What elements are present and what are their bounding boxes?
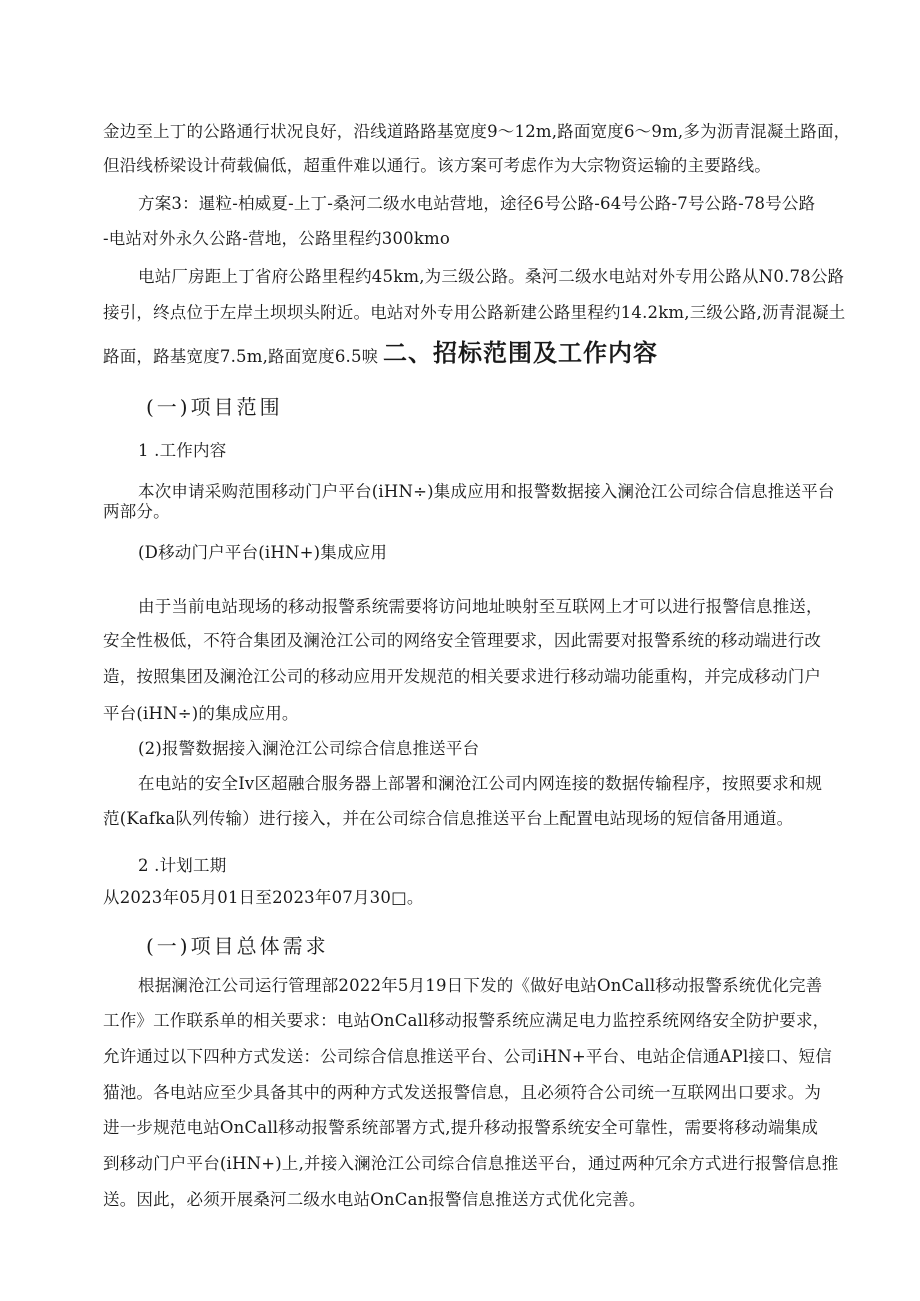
paragraph-line: 路面，路基宽度7.5m,路面宽度6.5唳 bbox=[103, 347, 379, 366]
paragraph-line: 电站厂房距上丁省府公路里程约45km,为三级公路。桑河二级水电站对外专用公路从N0.78公路 bbox=[138, 267, 845, 286]
paragraph-line: 送。因此，必须开展桑河二级水电站OnCan报警信息推送方式优化完善。 bbox=[103, 1190, 646, 1209]
item-heading: 1 .工作内容 bbox=[138, 441, 227, 460]
paragraph-line: 造，按照集团及澜沧江公司的移动应用开发规范的相关要求进行移动端功能重构，并完成移动门户 bbox=[103, 667, 822, 686]
item-heading: (2)报警数据接入澜沧江公司综合信息推送平台 bbox=[138, 739, 480, 758]
paragraph-line: 猫池。各电站应至少具备其中的两种方式发送报警信息，且必须符合公司统一互联网出口要求。为 bbox=[103, 1083, 822, 1102]
paragraph-line: 工作》工作联系单的相关要求：电站OnCall移动报警系统应满足电力监控系统网络安全防护要求， bbox=[103, 1011, 830, 1030]
item-heading: (D移动门户平台(iHN+)集成应用 bbox=[138, 543, 388, 562]
paragraph-line: 从2023年05月01日至2023年07月30□。 bbox=[103, 888, 424, 907]
paragraph-line: -电站对外永久公路-营地，公路里程约300kmo bbox=[103, 229, 451, 248]
paragraph-line: 范(Kafka队列传输）进行接入，并在公司综合信息推送平台上配置电站现场的短信备用通道。 bbox=[103, 809, 794, 828]
paragraph-line: 本次申请采购范围移动门户平台(iHN÷)集成应用和报警数据接入澜沧江公司综合信息推送平台 bbox=[138, 482, 835, 501]
paragraph-line: 允许通过以下四种方式发送：公司综合信息推送平台、公司iHN+平台、电站企信通APl接口、短信 bbox=[103, 1047, 832, 1066]
paragraph-line: 进一步规范电站OnCall移动报警系统部署方式,提升移动报警系统安全可靠性，需要将移动端集成 bbox=[103, 1118, 819, 1137]
paragraph-line: 安全性极低，不符合集团及澜沧江公司的网络安全管理要求，因此需要对报警系统的移动端进行改 bbox=[103, 631, 822, 650]
paragraph-line: 金边至上丁的公路通行状况良好，沿线道路路基宽度9～12m,路面宽度6～9m,多为沥青混凝土路面， bbox=[103, 122, 851, 141]
paragraph-line: 根据澜沧江公司运行管理部2022年5月19日下发的《做好电站OnCall移动报警系统优化完善 bbox=[138, 976, 823, 995]
section-heading: 二、招标范围及工作内容 bbox=[383, 339, 658, 367]
paragraph-line: 接引，终点位于左岸土坝坝头附近。电站对外专用公路新建公路里程约14.2km,三级公路,沥青混凝土 bbox=[103, 303, 846, 322]
item-heading: 2 .计划工期 bbox=[138, 856, 227, 875]
paragraph-line: 平台(iHN÷)的集成应用。 bbox=[103, 704, 299, 723]
paragraph-line: 但沿线桥梁设计荷载偏低，超重件难以通行。该方案可考虑作为大宗物资运输的主要路线。 bbox=[103, 156, 771, 175]
subsection-heading: (一)项目总体需求 bbox=[146, 934, 329, 958]
paragraph-line: 到移动门户平台(iHN+)上,并接入澜沧江公司综合信息推送平台，通过两种冗余方式进行报警信息推 bbox=[103, 1154, 839, 1173]
subsection-heading: (一)项目范围 bbox=[146, 395, 283, 419]
paragraph-line: 方案3：暹粒-柏威夏-上丁-桑河二级水电站营地，途径6号公路-64号公路-7号公路-78号公路 bbox=[138, 194, 816, 213]
paragraph-line: 由于当前电站现场的移动报警系统需要将访问地址映射至互联网上才可以进行报警信息推送， bbox=[138, 597, 823, 616]
paragraph-line: 两部分。 bbox=[103, 502, 170, 521]
paragraph-line: 在电站的安全Iv区超融合服务器上部署和澜沧江公司内网连接的数据传输程序，按照要求和规 bbox=[138, 774, 823, 793]
